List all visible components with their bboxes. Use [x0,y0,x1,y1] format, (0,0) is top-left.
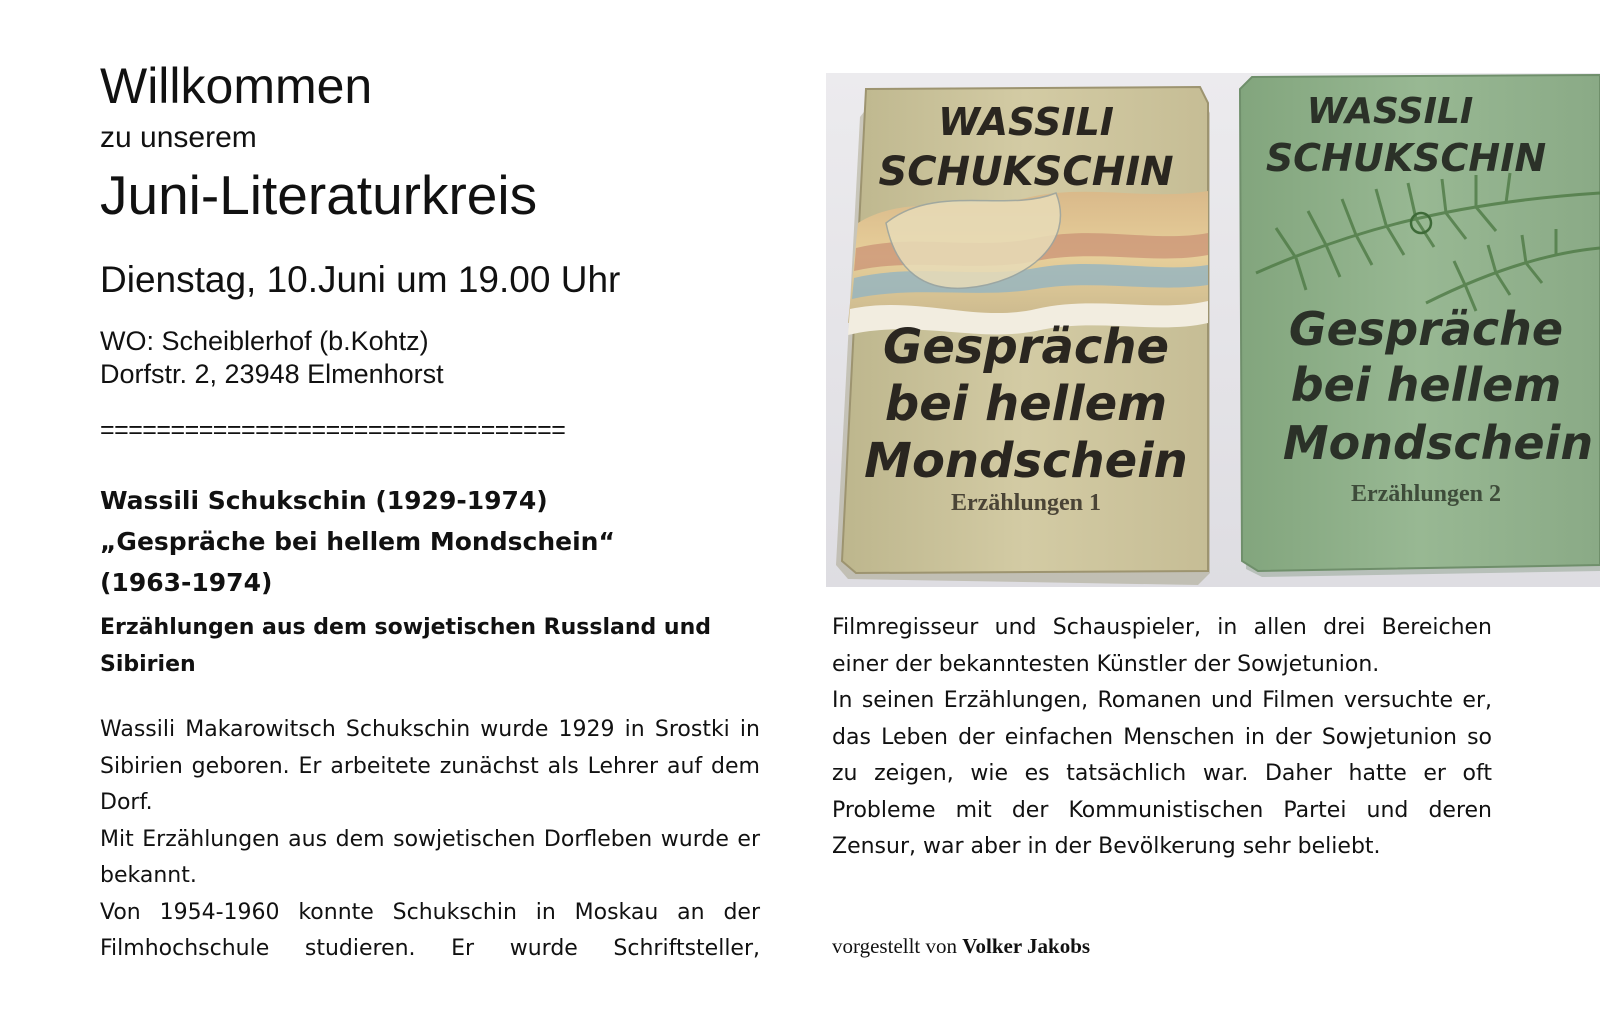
book-1-author-first: WASSILI [938,100,1114,144]
book-2-title-line-1: Gespräche [1288,302,1564,356]
book-2-title-line-2: bei hellem [1290,358,1562,412]
right-column-text [832,610,1492,866]
book-1-volume: Erzählungen 1 [950,490,1102,516]
book-2-title-line-3: Mondschein [1282,416,1594,470]
credit-name: Volker Jakobs [962,934,1091,958]
book-1-author-last: SCHUKSCHIN [878,149,1174,195]
work-subtitle: Erzählungen aus dem sowjetischen Russland und Sibirien [100,615,711,677]
book-2-volume: Erzählungen 2 [1350,481,1502,507]
work-years: (1963-1974) [100,568,273,597]
credit-prefix: vorgestellt von [832,934,958,958]
work-title: „Gespräche bei hellem Mondschein“ [100,527,615,556]
work-author: Wassili Schukschin (1929-1974) [100,486,548,515]
location-line-2: Dorfstr. 2, 23948 Elmenhorst [100,359,444,389]
book-2-author-last: SCHUKSCHIN [1265,136,1547,180]
book-2-author-first: WASSILI [1306,91,1474,132]
book-cover-photo [826,73,1600,587]
left-paragraph-2: Mit Erzählungen aus dem sowjetischen Dorfleben wurde er bekannt. [100,826,760,888]
left-column-text [100,712,760,968]
event-date: Dienstag, 10.Juni um 19.00 Uhr [100,259,621,300]
separator-line: ================================= [100,416,566,444]
left-paragraph-1: Wassili Makarowitsch Schukschin wurde 1929 in Srostki in Sibirien geboren. Er arbeitete zunächst als Lehrer auf dem Dorf. [100,717,760,815]
book-1-title-line-2: bei hellem [884,376,1168,432]
work-heading [100,480,800,603]
presenter-credit [832,933,1090,959]
heading-subtitle: zu unserem [100,121,257,154]
left-paragraph-3: Von 1954-1960 konnte Schukschin in Moskau an der Filmhochschule studieren. Er wurde Schriftsteller, [100,899,760,961]
book-1-title-line-3: Mondschein [864,433,1188,489]
right-paragraph-1: Filmregisseur und Schauspieler, in allen drei Bereichen einer der bekanntesten Künstler der Sowjetunion. [832,615,1492,677]
book-2 [1240,75,1600,577]
page-title: Juni-Literaturkreis [100,164,538,226]
book-1 [836,87,1210,585]
location-line-1: WO: Scheiblerhof (b.Kohtz) [100,326,429,356]
event-location [100,325,444,391]
right-paragraph-2: In seinen Erzählungen, Romanen und Filmen versuchte er, das Leben der einfachen Menschen in der Sowjetunion so zu zeigen, wie es tatsächlich war. Daher hatte er oft Probleme mit der Kommunistischen Partei und deren Zensur, war aber in der Bevölkerung sehr beliebt. [832,688,1492,859]
book-1-title-line-1: Gespräche [882,319,1170,375]
heading-welcome: Willkommen [100,58,373,114]
